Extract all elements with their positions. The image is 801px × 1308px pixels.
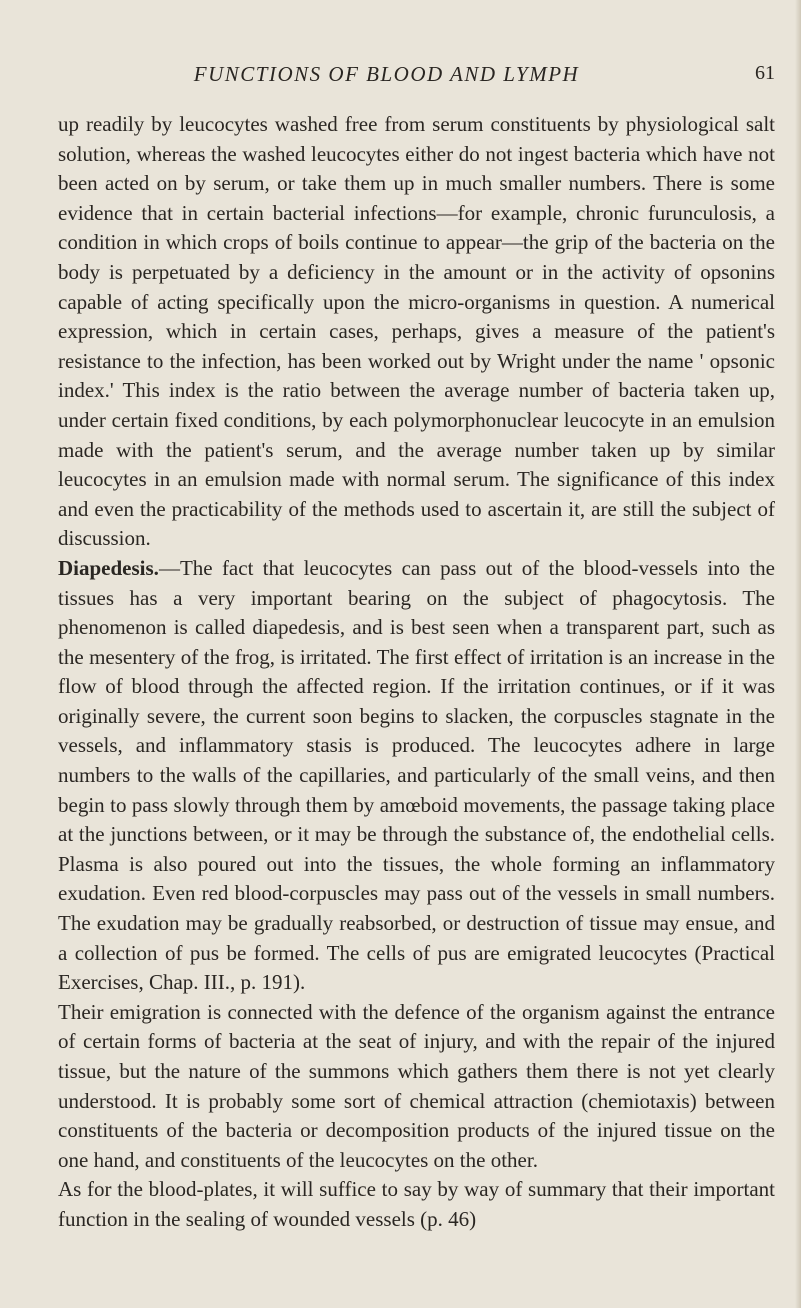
running-title: FUNCTIONS OF BLOOD AND LYMPH xyxy=(193,62,580,86)
paragraph-emigration xyxy=(58,998,775,1176)
running-head xyxy=(58,62,775,86)
body-text xyxy=(58,110,775,1235)
page-number: 61 xyxy=(755,62,775,84)
paragraph-text: As for the blood-plates, it will suffice to say by way of summary that their important function in the sealing of wounded vessels (p. 46) xyxy=(58,1177,775,1231)
paragraph-text: up readily by leucocytes washed free from serum constituents by physiological salt solution, whereas the washed leucocytes either do not ingest bacteria which have not been acted on by serum, or take them up in much smaller numbers. There is some evidence that in certain bacterial infections—for example, chronic furunculosis, a condition in which crops of boils continue to appear—the grip of the bacteria on the body is perpetuated by a deficiency in the amount or in the activity of opsonins capable of acting specifically upon the micro-organisms in question. A numerical expression, which in certain cases, perhaps, gives a measure of the patient's resistance to the infection, has been worked out by Wright under the name ' opsonic index.' This index is the ratio between the average number of bacteria taken up, under certain fixed conditions, by each polymorphonuclear leucocyte in an emulsion made with the patient's serum, and the average number taken up by similar leucocytes in an emulsion made with normal serum. The significance of this index and even the practicability of the methods used to ascertain it, are still the subject of discussion. xyxy=(58,112,775,551)
page-edge-shadow xyxy=(795,0,801,1308)
paragraph-text: Their emigration is connected with the defence of the organism against the entrance of certain forms of bacteria at the seat of injury, and with the repair of the injured tissue, but the nature of the summons which gathers them there is not yet clearly understood. It is probably some sort of chemical attraction (chemiotaxis) between constituents of the bacteria or decomposition products of the injured tissue on the one hand, and constituents of the leucocytes on the other. xyxy=(58,999,775,1172)
paragraph-blood-plates xyxy=(58,1175,775,1234)
paragraph-text: —The fact that leucocytes can pass out of the blood-vessels into the tissues has a very important bearing on the subject of phagocytosis. The phenomenon is called diapedesis, and is best seen when a transparent part, such as the mesentery of the frog, is irritated. The first effect of irritation is an increase in the flow of blood through the affected region. If the irritation continues, or if it was originally severe, the current soon begins to slacken, the corpuscles stagnate in the vessels, and inflammatory stasis is produced. The leucocytes adhere in large numbers to the walls of the capillaries, and particularly of the small veins, and then begin to pass slowly through them by amœboid movements, the passage taking place at the junctions between, or it may be through the substance of, the endothelial cells. Plasma is also poured out into the tissues, the whole forming an inflammatory exudation. Even red blood-corpuscles may pass out of the vessels in small numbers. The exudation may be gradually reabsorbed, or destruction of tissue may ensue, and a collection of pus be formed. The cells of pus are emigrated leucocytes (Practical Exercises, Chap. III., p. 191). xyxy=(58,555,775,995)
paragraph-diapedesis xyxy=(58,554,775,998)
paragraph-opsonins xyxy=(58,110,775,554)
section-heading-diapedesis: Diapedesis. xyxy=(58,555,159,580)
